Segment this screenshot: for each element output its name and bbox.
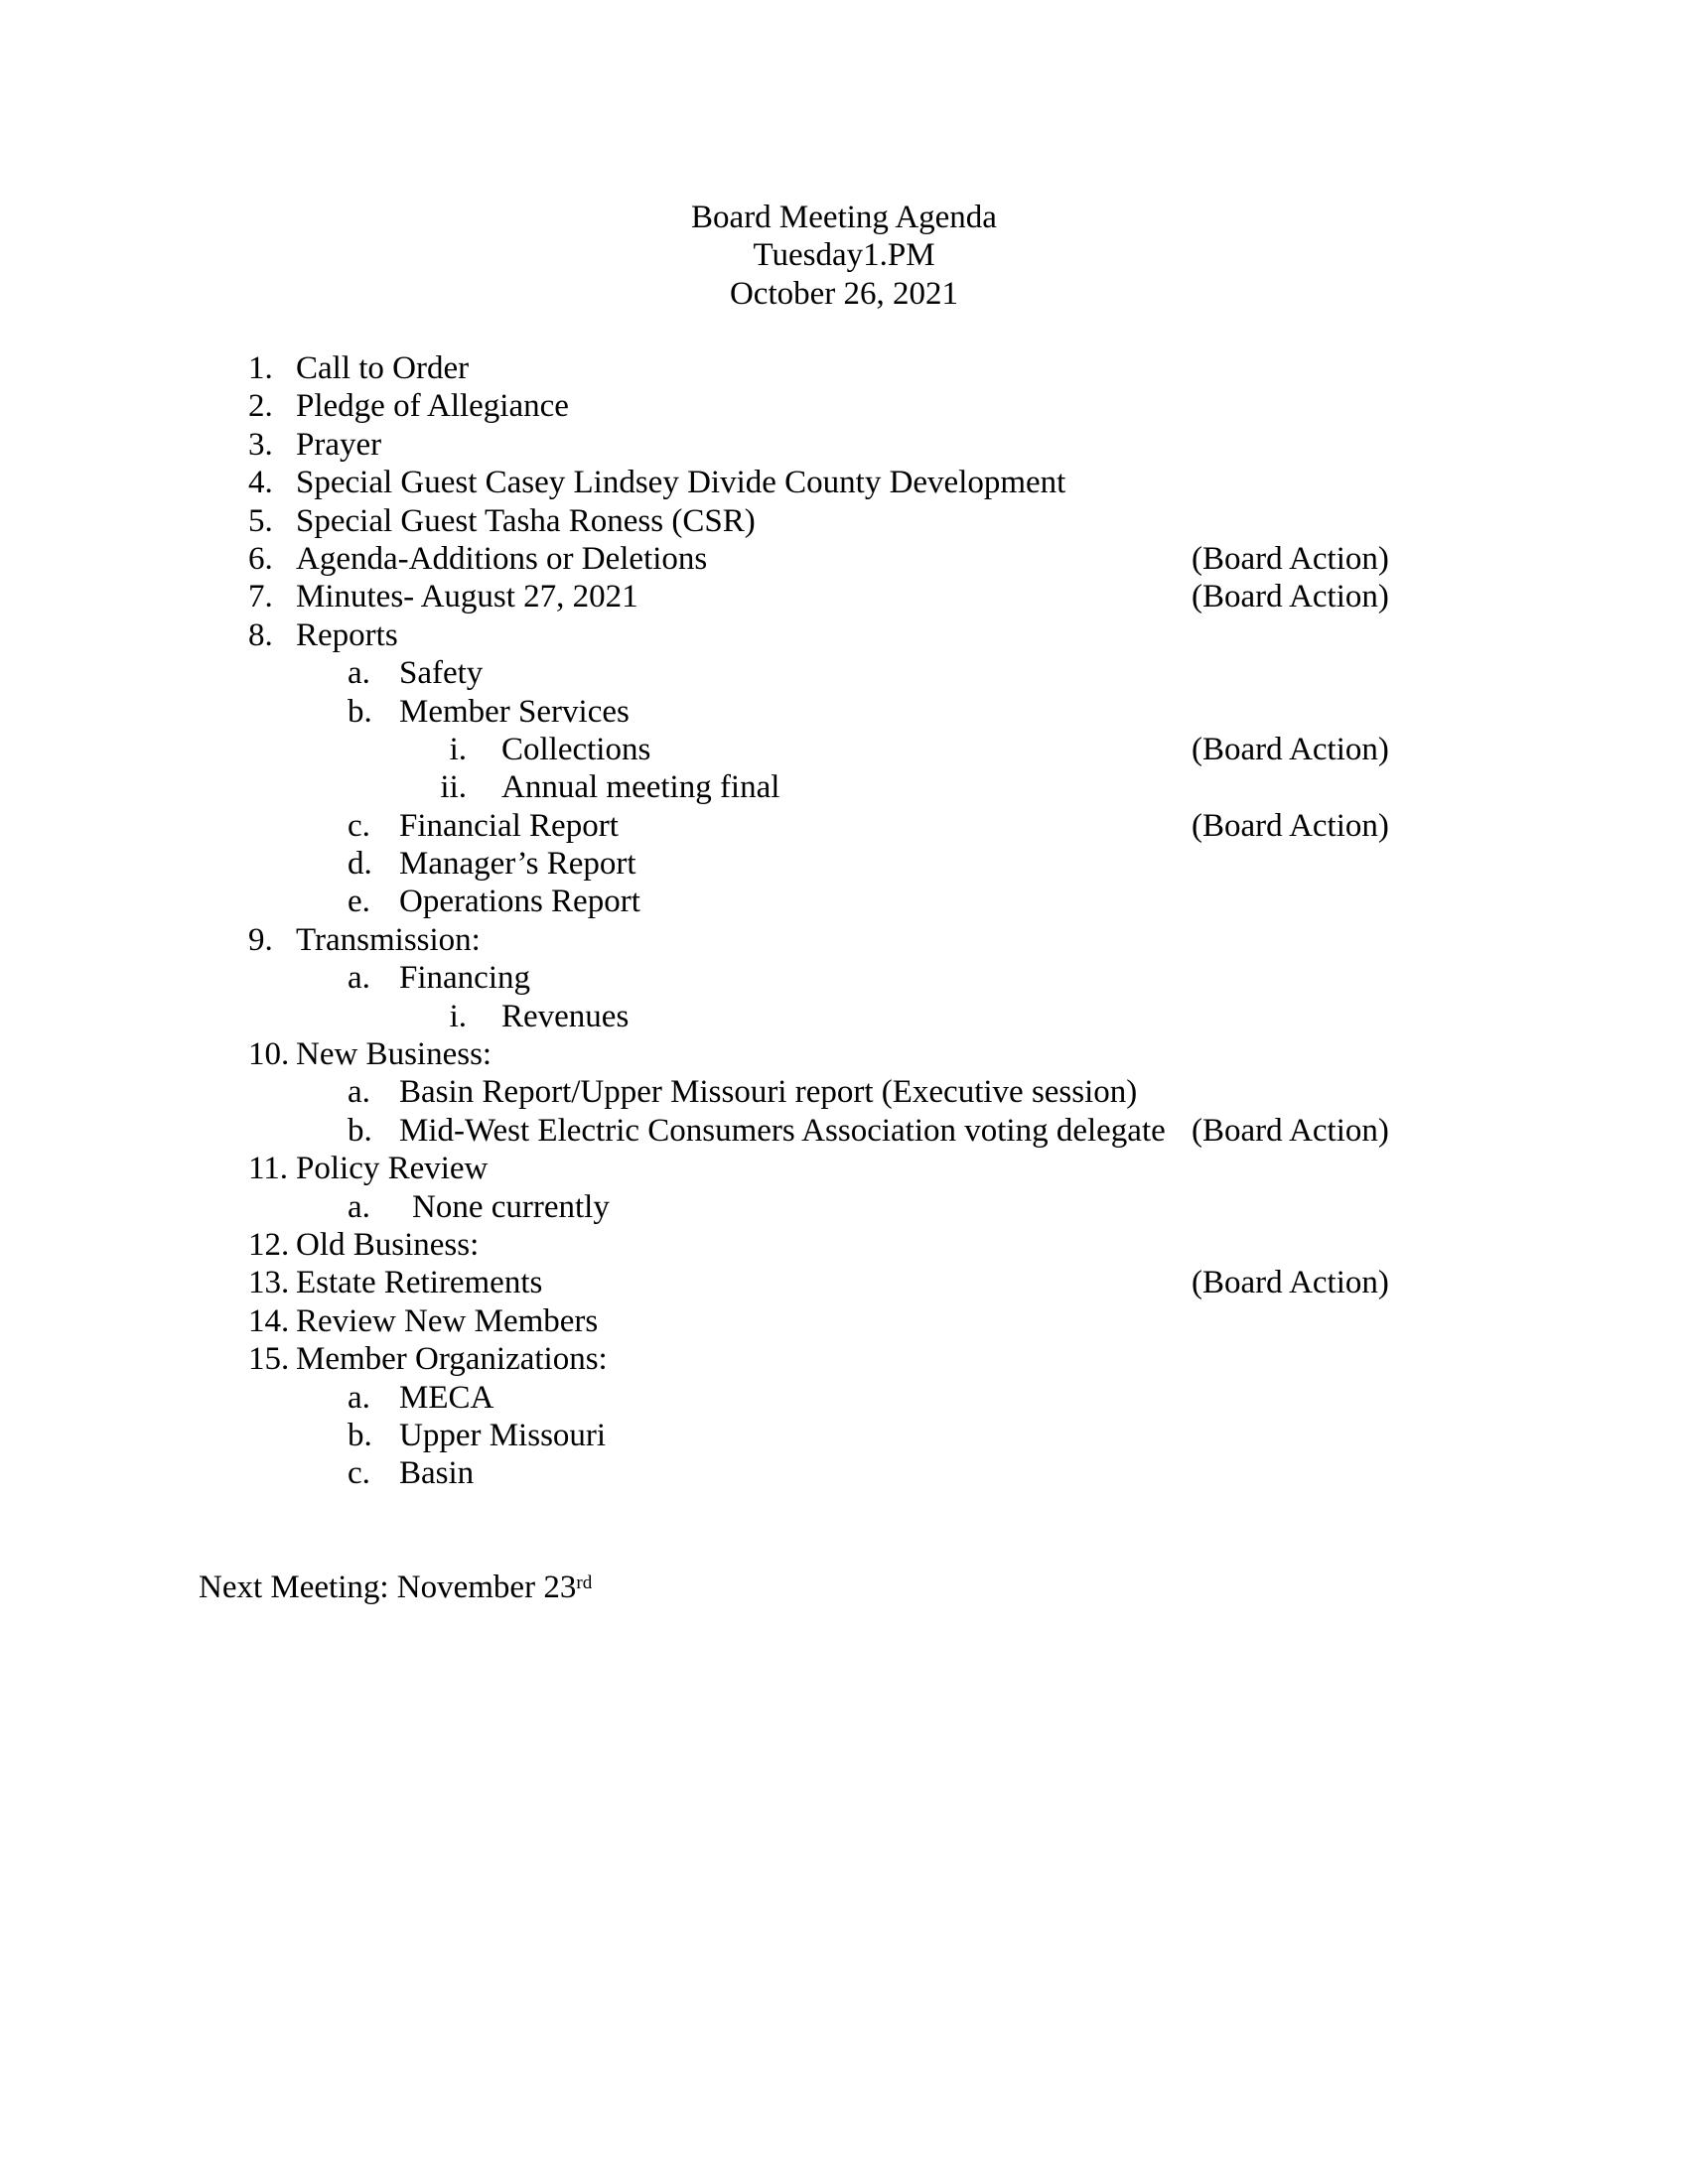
- agenda-item: [0, 540, 1688, 578]
- agenda-item: [0, 883, 1688, 920]
- agenda-item: [0, 654, 1688, 692]
- agenda-item-marker: c.: [348, 1455, 370, 1492]
- agenda-item-text: Minutes- August 27, 2021: [296, 579, 638, 615]
- agenda-item-text: New Business:: [296, 1036, 492, 1073]
- agenda-item-marker: 11.: [248, 1151, 289, 1187]
- agenda-item-text: Manager’s Report: [399, 846, 636, 883]
- agenda-item-marker: b.: [348, 693, 372, 730]
- agenda-item: [0, 731, 1688, 768]
- agenda-item: [0, 1302, 1688, 1340]
- agenda-item: [0, 387, 1688, 425]
- agenda-item: [0, 1226, 1688, 1264]
- agenda-item-text: Safety: [399, 655, 484, 692]
- agenda-item-marker: a.: [348, 1074, 370, 1111]
- document-subtitle-time: Tuesday1.PM: [753, 237, 935, 274]
- agenda-item-marker: 4.: [248, 465, 273, 501]
- board-action-label: (Board Action): [1192, 731, 1389, 767]
- agenda-item-marker: a.: [348, 1379, 370, 1416]
- board-action-label: (Board Action): [1192, 1112, 1389, 1149]
- document-header: [0, 199, 1688, 313]
- agenda-item-text: Basin Report/Upper Missouri report (Executive session): [399, 1074, 1138, 1111]
- agenda-item-text: MECA: [399, 1379, 494, 1416]
- agenda-item-marker: e.: [348, 884, 370, 920]
- agenda-item-text: Policy Review: [296, 1151, 489, 1187]
- agenda-item-marker: a.: [348, 655, 370, 692]
- agenda-item-marker: 10.: [248, 1036, 290, 1073]
- agenda-item: [0, 807, 1688, 845]
- agenda-item: [0, 998, 1688, 1035]
- agenda-item-marker: b.: [348, 1112, 372, 1149]
- agenda-item: [0, 502, 1688, 540]
- agenda-item-marker: 2.: [248, 388, 273, 425]
- agenda-item: [0, 464, 1688, 501]
- agenda-item: [0, 1112, 1688, 1150]
- agenda-item: [0, 1073, 1688, 1111]
- agenda-item-marker: 7.: [248, 579, 273, 615]
- agenda-item-text: Basin: [399, 1455, 475, 1492]
- agenda-item: [0, 1340, 1688, 1378]
- agenda-item-marker: 9.: [248, 921, 273, 958]
- agenda-item-text: Operations Report: [399, 884, 640, 920]
- agenda-item-marker: i.: [449, 998, 467, 1034]
- agenda-item-marker: c.: [348, 807, 370, 844]
- agenda-item: [0, 1417, 1688, 1454]
- agenda-item-text: Call to Order: [296, 350, 470, 386]
- agenda-item: [0, 693, 1688, 731]
- agenda-item-marker: 12.: [248, 1226, 290, 1263]
- agenda-item: [0, 616, 1688, 654]
- agenda-item-text: Collections: [501, 731, 651, 767]
- agenda-item: [0, 921, 1688, 959]
- agenda-item: [0, 845, 1688, 883]
- agenda-item-text: Agenda-Additions or Deletions: [296, 540, 708, 577]
- next-meeting-text: Next Meeting: November 23: [199, 1570, 577, 1605]
- agenda-item-marker: ii.: [440, 769, 467, 806]
- agenda-item-text: Financing: [399, 960, 530, 997]
- agenda-item-marker: a.: [348, 1188, 370, 1225]
- agenda-item-marker: b.: [348, 1417, 372, 1453]
- document-title: Board Meeting Agenda: [691, 200, 997, 235]
- agenda-item-text: Mid-West Electric Consumers Association voting delegate: [399, 1112, 1166, 1149]
- board-action-label: (Board Action): [1192, 807, 1389, 844]
- agenda-item: [0, 1188, 1688, 1226]
- next-meeting-note: [199, 1569, 592, 1606]
- agenda-item: [0, 349, 1688, 387]
- agenda-item: [0, 426, 1688, 464]
- agenda-item-text: Upper Missouri: [399, 1417, 607, 1453]
- agenda-item-marker: 5.: [248, 502, 273, 539]
- board-action-label: (Board Action): [1192, 579, 1389, 615]
- agenda-item-text: Old Business:: [296, 1226, 480, 1263]
- agenda-item-marker: a.: [348, 960, 370, 997]
- agenda-item-marker: 15.: [248, 1341, 290, 1378]
- agenda-item-text: Revenues: [501, 998, 630, 1034]
- agenda-item-marker: d.: [348, 846, 372, 883]
- agenda-item-text: Financial Report: [399, 807, 619, 844]
- agenda-item: [0, 768, 1688, 806]
- agenda-item: [0, 578, 1688, 615]
- agenda-item: [0, 1454, 1688, 1492]
- agenda-item-marker: 6.: [248, 540, 273, 577]
- agenda-item-text: Review New Members: [296, 1302, 599, 1339]
- agenda-item-text: Prayer: [296, 426, 382, 463]
- agenda-item-marker: i.: [449, 731, 467, 767]
- board-action-label: (Board Action): [1192, 1265, 1389, 1301]
- agenda-item-marker: 1.: [248, 350, 273, 386]
- agenda-item: [0, 959, 1688, 997]
- agenda-item-marker: 8.: [248, 616, 273, 653]
- agenda-item-marker: 14.: [248, 1302, 290, 1339]
- agenda-item-text: Estate Retirements: [296, 1265, 543, 1301]
- agenda-list: [0, 349, 1688, 1493]
- agenda-item-text: Transmission:: [296, 921, 481, 958]
- agenda-item-text: Special Guest Casey Lindsey Divide County Development: [296, 465, 1066, 501]
- agenda-item-text: Special Guest Tasha Roness (CSR): [296, 502, 756, 539]
- agenda-item-text: Pledge of Allegiance: [296, 388, 569, 425]
- document-date: October 26, 2021: [729, 275, 959, 312]
- agenda-item: [0, 1150, 1688, 1187]
- agenda-item: [0, 1035, 1688, 1073]
- agenda-item-text: Reports: [296, 616, 398, 653]
- ordinal-superscript: rd: [576, 1571, 593, 1593]
- agenda-item-marker: 3.: [248, 426, 273, 463]
- agenda-item: [0, 1379, 1688, 1417]
- agenda-item-text: None currently: [412, 1188, 610, 1225]
- board-action-label: (Board Action): [1192, 540, 1389, 577]
- agenda-item-text: Member Organizations:: [296, 1341, 608, 1378]
- agenda-item-text: Annual meeting final: [501, 769, 780, 806]
- agenda-item-text: Member Services: [399, 693, 630, 730]
- agenda-item-marker: 13.: [248, 1265, 290, 1301]
- agenda-item: [0, 1264, 1688, 1301]
